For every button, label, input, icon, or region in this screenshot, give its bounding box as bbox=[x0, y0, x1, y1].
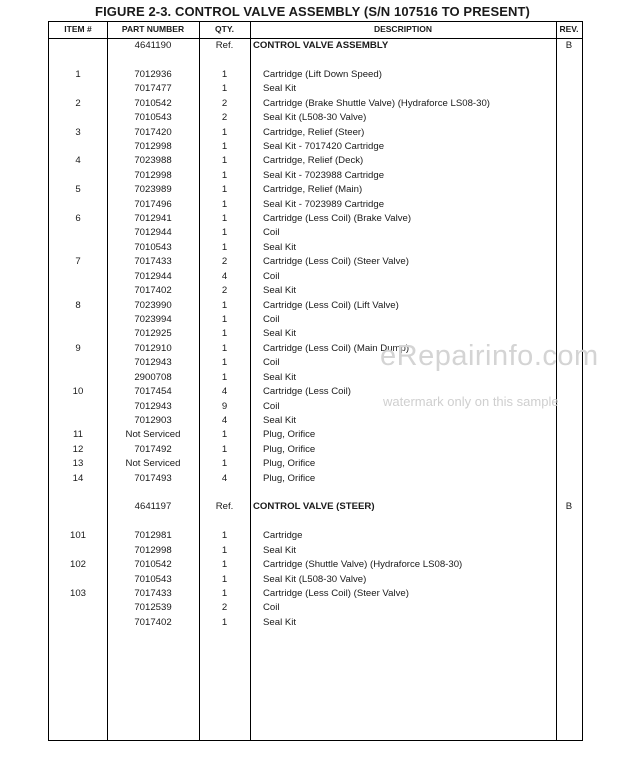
table-row bbox=[49, 428, 582, 442]
row-quantity: Ref. bbox=[215, 501, 234, 513]
row-part-number: 7012998 bbox=[134, 544, 172, 556]
row-description: Seal Kit - 7017420 Cartridge bbox=[263, 140, 385, 152]
row-quantity: 1 bbox=[221, 213, 228, 225]
row-part-number: 7017477 bbox=[134, 83, 172, 95]
row-quantity: 1 bbox=[221, 155, 228, 167]
section-header-row bbox=[49, 500, 582, 514]
row-description: Cartridge (Brake Shuttle Valve) (Hydraforce LS08-30) bbox=[263, 97, 490, 109]
table-row bbox=[49, 270, 582, 284]
row-part-number: 7012925 bbox=[134, 328, 172, 340]
row-item-number: 8 bbox=[75, 299, 81, 311]
table-row bbox=[49, 529, 582, 543]
row-part-number: 7017433 bbox=[134, 256, 172, 268]
row-description: Seal Kit - 7023989 Cartridge bbox=[263, 198, 385, 210]
row-quantity: 1 bbox=[221, 227, 228, 239]
row-quantity: 2 bbox=[221, 256, 228, 268]
header-item: ITEM # bbox=[64, 24, 92, 34]
row-item-number: 10 bbox=[72, 386, 84, 398]
row-quantity: 2 bbox=[221, 602, 228, 614]
row-quantity: 1 bbox=[221, 184, 228, 196]
row-description: Cartridge bbox=[263, 530, 303, 542]
row-item-number: 6 bbox=[75, 213, 81, 225]
row-quantity: 1 bbox=[221, 83, 228, 95]
table-row bbox=[49, 299, 582, 313]
row-description: Cartridge (Lift Down Speed) bbox=[263, 68, 382, 80]
row-description: Seal Kit bbox=[263, 328, 297, 340]
row-quantity: 1 bbox=[221, 530, 228, 542]
row-part-number: 7023994 bbox=[134, 313, 172, 325]
row-part-number: 7012981 bbox=[134, 530, 172, 542]
row-quantity: 1 bbox=[221, 559, 228, 571]
table-row bbox=[49, 486, 582, 500]
row-quantity: Ref. bbox=[215, 40, 234, 51]
table-row bbox=[49, 443, 582, 457]
table-row bbox=[49, 226, 582, 240]
row-part-number: 7012944 bbox=[134, 270, 172, 282]
table-row bbox=[49, 212, 582, 226]
table-row bbox=[49, 68, 582, 82]
row-part-number: 7017420 bbox=[134, 126, 172, 138]
row-description: CONTROL VALVE ASSEMBLY bbox=[253, 40, 389, 51]
row-part-number: 7017454 bbox=[134, 386, 172, 398]
row-description: Seal Kit (L508-30 Valve) bbox=[263, 112, 367, 124]
row-part-number: 4641197 bbox=[134, 501, 172, 513]
row-part-number: 7017496 bbox=[134, 198, 172, 210]
table-row bbox=[49, 183, 582, 197]
row-description: Cartridge (Less Coil) bbox=[263, 386, 351, 398]
row-item-number: 4 bbox=[75, 155, 81, 167]
row-part-number: 7012998 bbox=[134, 169, 172, 181]
row-description: Seal Kit bbox=[263, 285, 297, 297]
table-row bbox=[49, 414, 582, 428]
row-description: Plug, Orifice bbox=[263, 429, 316, 441]
row-revision: B bbox=[565, 40, 573, 51]
table-row bbox=[49, 284, 582, 298]
row-quantity: 4 bbox=[221, 386, 228, 398]
row-description: Seal Kit bbox=[263, 544, 297, 556]
table-row bbox=[49, 515, 582, 529]
row-description: Coil bbox=[263, 400, 280, 412]
row-quantity: 1 bbox=[221, 429, 228, 441]
row-quantity: 2 bbox=[221, 112, 228, 124]
row-part-number: 7017402 bbox=[134, 285, 172, 297]
row-quantity: 1 bbox=[221, 328, 228, 340]
row-quantity: 1 bbox=[221, 342, 228, 354]
table-row bbox=[49, 587, 582, 601]
row-description: Cartridge (Shuttle Valve) (Hydraforce LS08-30) bbox=[263, 559, 463, 571]
row-part-number: 2900708 bbox=[134, 371, 172, 383]
row-part-number: 7023988 bbox=[134, 155, 172, 167]
figure-title: FIGURE 2-3. CONTROL VALVE ASSEMBLY (S/N 107516 TO PRESENT) bbox=[95, 4, 530, 19]
row-description: Coil bbox=[263, 313, 280, 325]
row-part-number: 7010543 bbox=[134, 241, 172, 253]
row-item-number: 9 bbox=[75, 342, 81, 354]
row-item-number: 5 bbox=[75, 184, 81, 196]
row-description: Seal Kit bbox=[263, 241, 297, 253]
table-row bbox=[49, 82, 582, 96]
row-item-number: 3 bbox=[75, 126, 81, 138]
row-part-number: 7010543 bbox=[134, 112, 172, 124]
row-description: Seal Kit bbox=[263, 616, 297, 628]
row-description: Cartridge (Less Coil) (Main Dump) bbox=[263, 342, 410, 354]
row-part-number: 7023989 bbox=[134, 184, 172, 196]
row-part-number: 7010542 bbox=[134, 97, 172, 109]
row-quantity: 1 bbox=[221, 573, 228, 585]
row-quantity: 2 bbox=[221, 285, 228, 297]
table-row bbox=[49, 573, 582, 587]
row-description: Plug, Orifice bbox=[263, 443, 316, 455]
row-part-number: Not Serviced bbox=[125, 458, 181, 470]
row-item-number: 13 bbox=[72, 458, 84, 470]
row-quantity: 1 bbox=[221, 126, 228, 138]
table-row bbox=[49, 126, 582, 140]
table-row bbox=[49, 457, 582, 471]
row-part-number: 7023990 bbox=[134, 299, 172, 311]
row-description: Seal Kit bbox=[263, 371, 297, 383]
row-part-number: 4641190 bbox=[134, 40, 172, 51]
row-quantity: 4 bbox=[221, 472, 228, 484]
table-row bbox=[49, 544, 582, 558]
row-description: Plug, Orifice bbox=[263, 458, 316, 470]
row-quantity: 1 bbox=[221, 68, 228, 80]
row-part-number: 7012998 bbox=[134, 140, 172, 152]
row-description: Cartridge, Relief (Main) bbox=[263, 184, 363, 196]
row-part-number: 7010543 bbox=[134, 573, 172, 585]
table-row bbox=[49, 97, 582, 111]
row-part-number: 7012936 bbox=[134, 68, 172, 80]
row-part-number: 7010542 bbox=[134, 559, 172, 571]
row-part-number: 7012903 bbox=[134, 414, 172, 426]
row-item-number: 103 bbox=[69, 587, 86, 599]
row-item-number: 14 bbox=[72, 472, 84, 484]
row-description: Coil bbox=[263, 270, 280, 282]
table-row bbox=[49, 255, 582, 269]
header-description: DESCRIPTION bbox=[373, 24, 433, 34]
row-item-number: 12 bbox=[72, 443, 84, 455]
row-quantity: 1 bbox=[221, 616, 228, 628]
table-row bbox=[49, 472, 582, 486]
row-part-number: 7012943 bbox=[134, 400, 172, 412]
row-description: Seal Kit - 7023988 Cartridge bbox=[263, 169, 385, 181]
row-part-number: 7017402 bbox=[134, 616, 172, 628]
row-description: Seal Kit (L508-30 Valve) bbox=[263, 573, 367, 585]
table-row bbox=[49, 111, 582, 125]
table-row bbox=[49, 169, 582, 183]
row-item-number: 101 bbox=[69, 530, 86, 542]
row-description: Cartridge (Less Coil) (Lift Valve) bbox=[263, 299, 399, 311]
row-quantity: 1 bbox=[221, 169, 228, 181]
row-description: Coil bbox=[263, 357, 280, 369]
row-quantity: 4 bbox=[221, 414, 228, 426]
row-description: Seal Kit bbox=[263, 414, 297, 426]
row-quantity: 9 bbox=[221, 400, 228, 412]
row-quantity: 4 bbox=[221, 270, 228, 282]
row-item-number: 7 bbox=[75, 256, 81, 268]
row-part-number: 7017492 bbox=[134, 443, 172, 455]
watermark-main: eRepairinfo.com bbox=[380, 340, 599, 372]
row-part-number: 7012539 bbox=[134, 602, 172, 614]
row-description: Cartridge (Less Coil) (Brake Valve) bbox=[263, 213, 412, 225]
row-quantity: 1 bbox=[221, 140, 228, 152]
row-part-number: 7012910 bbox=[134, 342, 172, 354]
table-row bbox=[49, 140, 582, 154]
row-description: Plug, Orifice bbox=[263, 472, 316, 484]
row-quantity: 1 bbox=[221, 299, 228, 311]
row-item-number: 2 bbox=[75, 97, 81, 109]
table-row bbox=[49, 313, 582, 327]
parts-table bbox=[48, 21, 583, 741]
row-quantity: 1 bbox=[221, 371, 228, 383]
row-description: Cartridge (Less Coil) (Steer Valve) bbox=[263, 256, 409, 268]
watermark-sub: watermark only on this sample bbox=[383, 394, 559, 409]
row-quantity: 1 bbox=[221, 241, 228, 253]
row-description: Coil bbox=[263, 602, 280, 614]
table-row bbox=[49, 53, 582, 67]
row-part-number: 7012941 bbox=[134, 213, 172, 225]
table-row bbox=[49, 558, 582, 572]
table-row bbox=[49, 616, 582, 630]
row-quantity: 1 bbox=[221, 544, 228, 556]
row-description: Cartridge (Less Coil) (Steer Valve) bbox=[263, 587, 409, 599]
row-quantity: 1 bbox=[221, 443, 228, 455]
section-header-row bbox=[49, 39, 582, 53]
row-description: Cartridge, Relief (Deck) bbox=[263, 155, 364, 167]
table-row bbox=[49, 154, 582, 168]
row-description: CONTROL VALVE (STEER) bbox=[253, 501, 375, 513]
row-quantity: 1 bbox=[221, 313, 228, 325]
row-part-number: 7017433 bbox=[134, 587, 172, 599]
row-revision: B bbox=[565, 501, 573, 513]
row-description: Cartridge, Relief (Steer) bbox=[263, 126, 365, 138]
row-quantity: 1 bbox=[221, 198, 228, 210]
header-rev: REV. bbox=[559, 24, 579, 34]
table-row bbox=[49, 198, 582, 212]
row-item-number: 11 bbox=[73, 429, 83, 441]
row-quantity: 1 bbox=[221, 458, 228, 470]
header-part-number: PART NUMBER bbox=[121, 24, 185, 34]
row-description: Coil bbox=[263, 227, 280, 239]
table-row bbox=[49, 601, 582, 615]
row-item-number: 1 bbox=[75, 68, 81, 80]
row-quantity: 2 bbox=[221, 97, 228, 109]
row-description: Seal Kit bbox=[263, 83, 297, 95]
row-quantity: 1 bbox=[221, 587, 228, 599]
row-part-number: Not Serviced bbox=[125, 429, 181, 441]
row-part-number: 7012944 bbox=[134, 227, 172, 239]
row-quantity: 1 bbox=[221, 357, 228, 369]
row-part-number: 7017493 bbox=[134, 472, 172, 484]
row-item-number: 102 bbox=[69, 559, 86, 571]
header-qty: QTY. bbox=[215, 24, 234, 34]
row-part-number: 7012943 bbox=[134, 357, 172, 369]
table-row bbox=[49, 241, 582, 255]
